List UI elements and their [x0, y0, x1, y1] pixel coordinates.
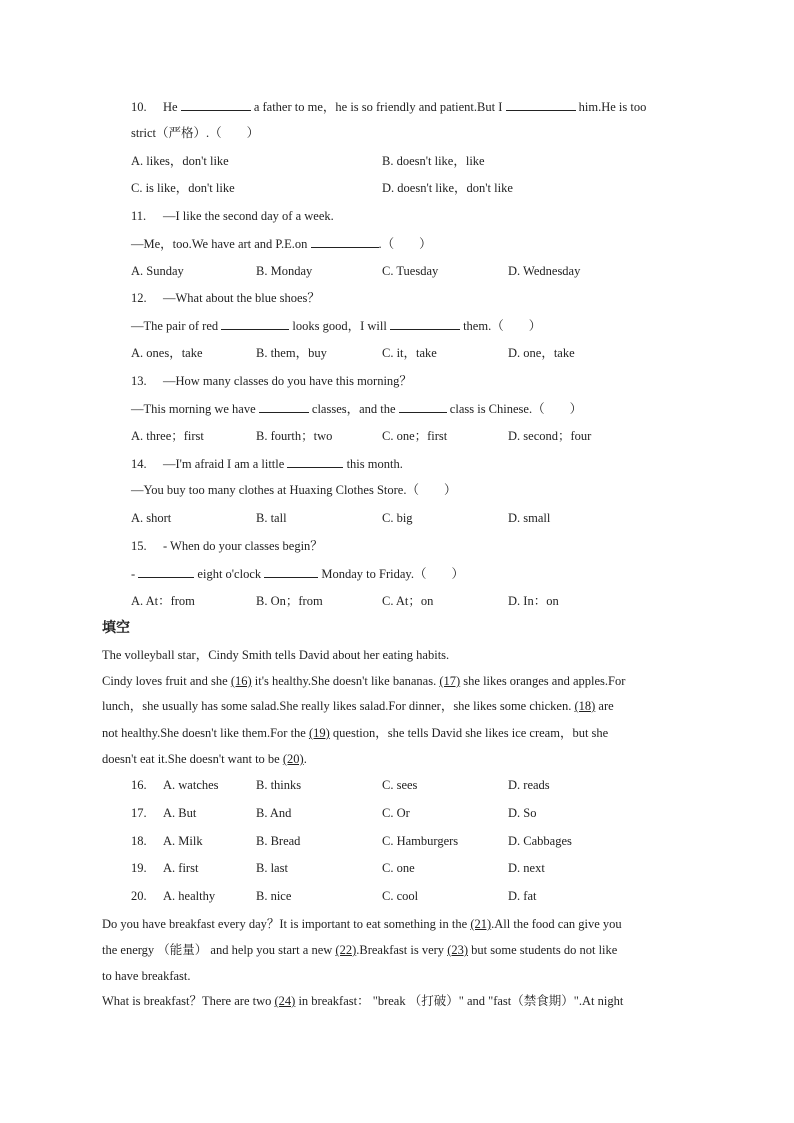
option-d: D. one，take	[508, 346, 575, 360]
passage-line: Cindy loves fruit and she (16) it's healthy.She doesn't like bananas. (17) she likes oranges and apples.For	[102, 674, 626, 688]
passage-line: Do you have breakfast every day？It is important to eat something in the (21).All the food can give you	[102, 917, 622, 931]
option-b: B. On；from	[256, 594, 323, 608]
option-b: B. tall	[256, 511, 287, 525]
blank-16: (16)	[230, 674, 252, 688]
answer-blank	[399, 400, 447, 413]
blank-19: (19)	[308, 726, 330, 740]
option-a: A. But	[163, 806, 197, 820]
passage-line: doesn't eat it.She doesn't want to be (20).	[102, 752, 307, 766]
section-title: 填空	[102, 620, 130, 636]
option-b: B. fourth；two	[256, 429, 333, 443]
option-a: A. first	[163, 861, 199, 875]
cloze-number: 20.	[131, 889, 147, 903]
option-c: C. one	[382, 861, 415, 875]
blank-21: (21)	[470, 917, 492, 931]
question-12: 12. —What about the blue shoes？	[131, 291, 320, 305]
passage-line: What is breakfast？There are two (24) in breakfast： "break （打破）" and "fast（禁食期）".At night	[102, 994, 624, 1008]
option-a: A. short	[131, 511, 172, 525]
option-c: C. it，take	[382, 346, 437, 360]
answer-blank	[181, 98, 251, 111]
option-b: B. nice	[256, 889, 292, 903]
option-b: B. them，buy	[256, 346, 327, 360]
question-11-line2: —Me，too.We have art and P.E.on .（ ）	[131, 237, 432, 251]
question-14: 14. —I'm afraid I am a little this month.	[131, 457, 403, 471]
option-a: A. At：from	[131, 594, 195, 608]
passage-line: the energy （能量） and help you start a new (22).Breakfast is very (23) but some students do not like	[102, 943, 618, 957]
option-d: D. Cabbages	[508, 834, 572, 848]
question-10: 10. He a father to me，he is so friendly and patient.But I him.He is too	[131, 100, 647, 114]
option-a: A. Sunday	[131, 264, 184, 278]
option-b: B. thinks	[256, 778, 302, 792]
option-d: D. second；four	[508, 429, 592, 443]
cloze-number: 16.	[131, 778, 147, 792]
option-d: D. fat	[508, 889, 537, 903]
option-c: C. Tuesday	[382, 264, 439, 278]
blank-17: (17)	[439, 674, 461, 688]
option-c: C. one；first	[382, 429, 448, 443]
question-11: 11. —I like the second day of a week.	[131, 209, 334, 223]
question-number: 15.	[131, 539, 147, 553]
cloze-number: 19.	[131, 861, 147, 875]
answer-blank	[138, 565, 194, 578]
option-d: D. next	[508, 861, 545, 875]
blank-18: (18)	[574, 699, 596, 713]
option-d: D. Wednesday	[508, 264, 581, 278]
question-15-line2: - eight o'clock Monday to Friday.（ ）	[131, 567, 464, 581]
option-d: D. doesn't like，don't like	[382, 181, 513, 195]
option-c: C. sees	[382, 778, 418, 792]
option-d: D. In：on	[508, 594, 559, 608]
option-a: A. watches	[163, 778, 219, 792]
option-b: B. Bread	[256, 834, 301, 848]
option-d: D. small	[508, 511, 551, 525]
option-b: B. doesn't like，like	[382, 154, 485, 168]
option-a: A. ones，take	[131, 346, 203, 360]
question-13-line2: —This morning we have classes，and the class is Chinese.（ ）	[131, 402, 583, 416]
option-a: A. Milk	[163, 834, 203, 848]
option-d: D. So	[508, 806, 537, 820]
question-10-cont: strict（严格）.（ ）	[131, 126, 260, 140]
blank-20: (20)	[282, 752, 304, 766]
option-c: C. Hamburgers	[382, 834, 459, 848]
answer-blank	[311, 235, 379, 248]
answer-blank	[259, 400, 309, 413]
question-14-line2: —You buy too many clothes at Huaxing Clothes Store.（ ）	[131, 483, 457, 497]
blank-22: (22)	[335, 943, 357, 957]
answer-blank	[264, 565, 318, 578]
option-c: C. big	[382, 511, 413, 525]
question-13: 13. —How many classes do you have this morning？	[131, 374, 412, 388]
question-number: 11.	[131, 209, 147, 223]
cloze-number: 18.	[131, 834, 147, 848]
question-12-line2: —The pair of red looks good，I will them.（ ）	[131, 319, 542, 333]
question-number: 14.	[131, 457, 147, 471]
answer-blank	[287, 455, 343, 468]
option-c: C. Or	[382, 806, 410, 820]
passage-line: lunch，she usually has some salad.She really likes salad.For dinner，she likes some chicken. (18) are	[102, 699, 614, 713]
answer-blank	[221, 317, 289, 330]
blank-24: (24)	[274, 994, 296, 1008]
question-number: 12.	[131, 291, 147, 305]
option-b: B. last	[256, 861, 288, 875]
passage-line: to have breakfast.	[102, 969, 191, 983]
option-a: A. healthy	[163, 889, 216, 903]
question-number: 10.	[131, 100, 147, 114]
question-15: 15. - When do your classes begin？	[131, 539, 323, 553]
passage-line: The volleyball star，Cindy Smith tells David about her eating habits.	[102, 648, 450, 662]
answer-blank	[390, 317, 460, 330]
option-a: A. likes，don't like	[131, 154, 229, 168]
option-b: B. And	[256, 806, 292, 820]
passage-line: not healthy.She doesn't like them.For the (19) question，she tells David she likes ice cream，but she	[102, 726, 609, 740]
cloze-number: 17.	[131, 806, 147, 820]
question-number: 13.	[131, 374, 147, 388]
option-b: B. Monday	[256, 264, 313, 278]
option-c: C. is like，don't like	[131, 181, 235, 195]
blank-23: (23)	[447, 943, 469, 957]
option-c: C. At；on	[382, 594, 434, 608]
answer-blank	[506, 98, 576, 111]
option-d: D. reads	[508, 778, 550, 792]
option-a: A. three；first	[131, 429, 204, 443]
option-c: C. cool	[382, 889, 419, 903]
